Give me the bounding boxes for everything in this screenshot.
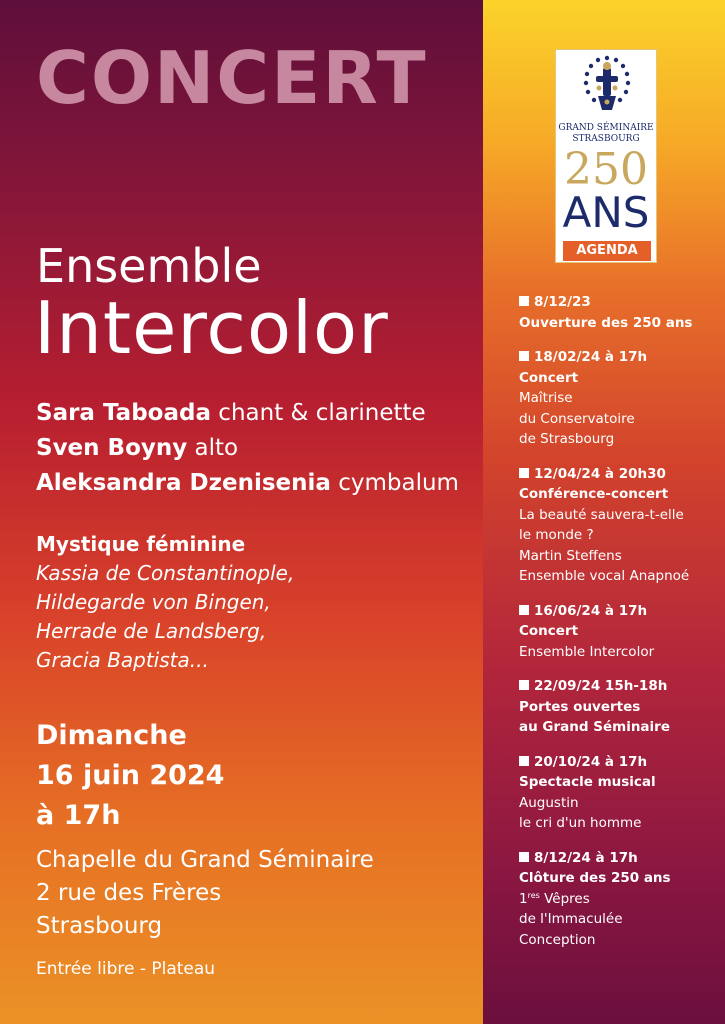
square-bullet-icon	[519, 852, 529, 862]
performer	[36, 396, 459, 431]
agenda-item	[519, 347, 719, 450]
agenda-desc: Conception	[519, 931, 596, 948]
agenda-desc: Augustin	[519, 794, 579, 811]
venue-city: Strasbourg	[36, 913, 163, 939]
composer: Gracia Baptista...	[36, 648, 209, 672]
event-date	[36, 716, 224, 836]
agenda-date: 20/10/24 à 17h	[534, 753, 648, 770]
agenda-kind: Conférence-concert	[519, 486, 669, 502]
square-bullet-icon	[519, 605, 529, 615]
logo-agenda-badge: AGENDA	[563, 241, 651, 261]
ensemble-name: Intercolor	[34, 286, 389, 370]
logo-name-line: STRASBOURG	[572, 134, 640, 144]
agenda-date: 22/09/24 15h-18h	[534, 678, 668, 694]
logo-number: 250	[564, 144, 648, 195]
agenda-kind: Clôture des 250 ans	[519, 870, 671, 886]
performers-list	[36, 396, 459, 501]
composer: Herrade de Landsberg,	[36, 619, 267, 643]
agenda-date: 18/02/24 à 17h	[534, 349, 648, 365]
agenda-kind: Concert	[519, 623, 579, 639]
agenda-item	[519, 752, 719, 834]
logo-ans: ANS	[562, 188, 650, 237]
agenda-item	[519, 292, 719, 333]
composer: Hildegarde von Bingen,	[36, 590, 271, 614]
agenda-desc: La beauté sauvera-t-elle	[519, 506, 684, 523]
agenda-desc: de Strasbourg	[519, 431, 615, 447]
event-full-date: 16 juin 2024	[36, 760, 225, 791]
square-bullet-icon	[519, 468, 529, 478]
agenda-list	[519, 292, 719, 964]
performer-role: alto	[194, 435, 239, 461]
agenda-item	[519, 601, 719, 663]
agenda-desc: Martin Steffens	[519, 547, 622, 564]
agenda-date: 12/04/24 à 20h30	[534, 465, 666, 482]
performer	[36, 466, 459, 501]
logo-name-line: GRAND SÉMINAIRE	[558, 123, 654, 133]
event-time: à 17h	[36, 800, 121, 831]
agenda-item	[519, 848, 719, 951]
agenda-desc: Ensemble Intercolor	[519, 643, 655, 660]
agenda-desc: de l'Immaculée	[519, 911, 623, 927]
agenda-date: 8/12/24 à 17h	[534, 849, 638, 866]
agenda-date: 16/06/24 à 17h	[534, 602, 648, 619]
performer-role: cymbalum	[338, 470, 459, 496]
agenda-desc: Ensemble vocal Anapnoé	[519, 568, 690, 584]
seminary-emblem-icon	[576, 54, 638, 118]
logo	[555, 49, 657, 263]
performer-role: chant & clarinette	[218, 400, 426, 426]
performer	[36, 431, 459, 466]
agenda-desc: le cri d'un homme	[519, 815, 642, 831]
square-bullet-icon	[519, 296, 529, 306]
square-bullet-icon	[519, 680, 529, 690]
performer-name: Sven Boyny	[36, 435, 188, 461]
entry-info: Entrée libre - Plateau	[36, 959, 216, 979]
agenda-kind: Ouverture des 250 ans	[519, 314, 693, 331]
logo-name	[556, 123, 656, 145]
agenda-desc: 1res Vêpres	[519, 890, 590, 907]
performer-name: Aleksandra Dzenisenia	[36, 470, 331, 496]
agenda-kind: au Grand Séminaire	[519, 719, 670, 735]
agenda-item	[519, 464, 719, 587]
ensemble-label: Ensemble	[36, 239, 262, 293]
venue-street: 2 rue des Frères	[36, 880, 222, 906]
venue-name: Chapelle du Grand Séminaire	[36, 847, 374, 873]
venue	[36, 844, 374, 943]
agenda-desc: le monde ?	[519, 527, 594, 543]
agenda-date: 8/12/23	[534, 294, 591, 310]
composer: Kassia de Constantinople,	[36, 561, 295, 585]
agenda-kind: Portes ouvertes	[519, 698, 641, 715]
agenda-item	[519, 676, 719, 738]
program	[36, 530, 294, 675]
event-day: Dimanche	[36, 720, 187, 751]
square-bullet-icon	[519, 756, 529, 766]
concert-heading: CONCERT	[36, 36, 428, 120]
agenda-desc: Maîtrise	[519, 390, 573, 406]
agenda-kind: Concert	[519, 369, 579, 386]
agenda-kind: Spectacle musical	[519, 774, 656, 790]
program-title: Mystique féminine	[36, 532, 246, 556]
square-bullet-icon	[519, 351, 529, 361]
agenda-desc: du Conservatoire	[519, 410, 635, 427]
performer-name: Sara Taboada	[36, 400, 211, 426]
